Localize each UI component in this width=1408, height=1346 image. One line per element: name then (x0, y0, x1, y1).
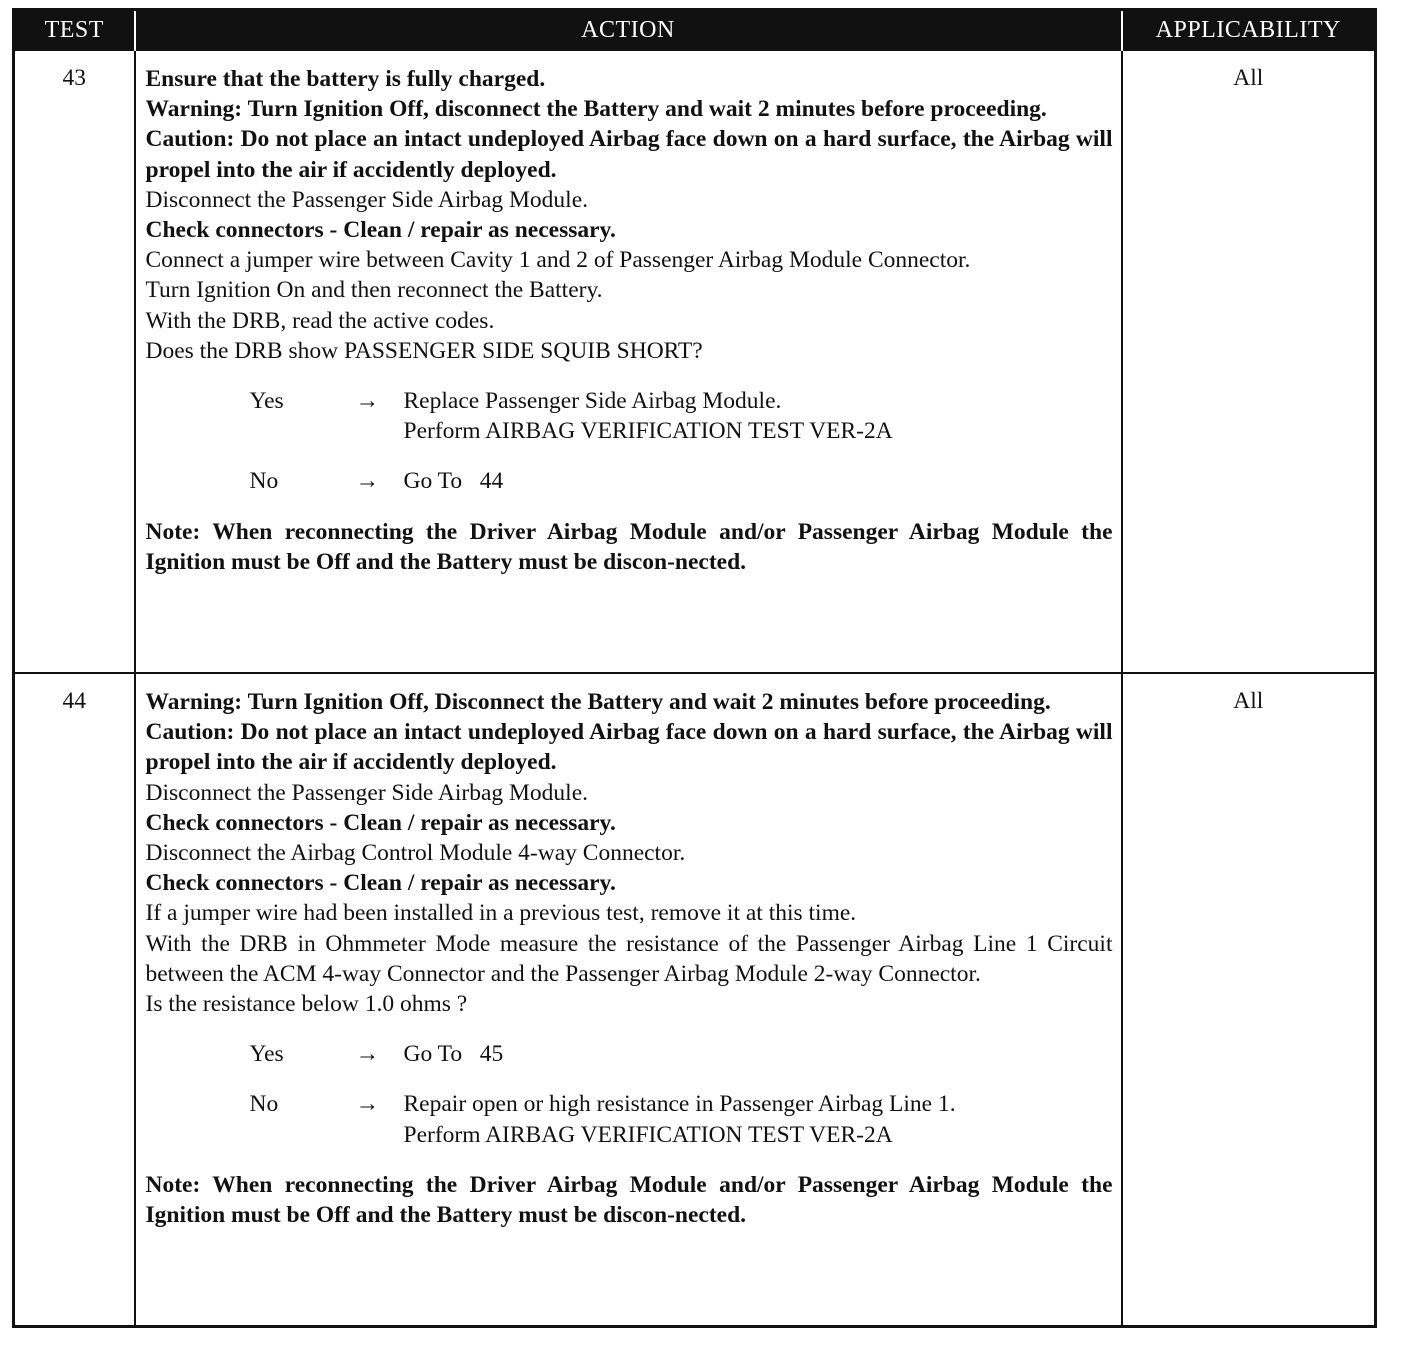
note-text: Note: When reconnecting the Driver Airbag Module and/or Passenger Airbag Module the Ignition must be Off and the Battery must be discon-nected. (145, 518, 1113, 575)
action-line: Check connectors - Clean / repair as necessary. (145, 870, 616, 897)
action-line: Turn Ignition On and then reconnect the Battery. (145, 277, 603, 304)
test-number: 43 (14, 50, 135, 673)
yes-label: Yes (249, 388, 284, 415)
no-label: No (249, 1091, 279, 1118)
yes-label: Yes (249, 1041, 284, 1068)
no-branch (250, 1089, 1113, 1149)
action-line: Disconnect the Passenger Side Airbag Module. (145, 779, 588, 806)
header-test: TEST (14, 10, 135, 51)
arrow-icon: → (355, 468, 379, 495)
action-line: Check connectors - Clean / repair as necessary. (145, 809, 616, 836)
action-line: Warning: Turn Ignition Off, disconnect the Battery and wait 2 minutes before proceeding. (145, 96, 1047, 123)
action-line: Check connectors - Clean / repair as necessary. (145, 217, 616, 244)
applicability: All (1122, 50, 1376, 673)
action-line: Warning: Turn Ignition Off, Disconnect the Battery and wait 2 minutes before proceeding. (145, 689, 1051, 715)
action-line: If a jumper wire had been installed in a previous test, remove it at this time. (145, 900, 857, 927)
diagnostic-table (12, 8, 1377, 1328)
table-header-row (14, 10, 1376, 51)
yes-result-line: Replace Passenger Side Airbag Module. (403, 388, 782, 415)
action-line: Connect a jumper wire between Cavity 1 and 2 of Passenger Airbag Module Connector. (145, 247, 971, 274)
no-branch (250, 466, 1113, 496)
test-row-43 (14, 50, 1376, 673)
action-line: With the DRB, read the active codes. (145, 307, 495, 334)
yes-branch (250, 386, 1113, 446)
yes-result-line: Go To 45 (403, 1041, 504, 1068)
header-applicability: APPLICABILITY (1122, 10, 1376, 51)
arrow-icon: → (355, 1091, 379, 1118)
action-line: With the DRB in Ohmmeter Mode measure the resistance of the Passenger Airbag Line 1 Circuit between the ACM 4-way Connector and the Passenger Airbag Module 2-way Connector. (145, 930, 1113, 987)
note-text: Note: When reconnecting the Driver Airbag Module and/or Passenger Airbag Module the Ignition must be Off and the Battery must be discon-nected. (145, 1171, 1113, 1229)
arrow-icon: → (355, 388, 379, 415)
yes-result-line: Perform AIRBAG VERIFICATION TEST VER-2A (403, 418, 893, 445)
action-line: Does the DRB show PASSENGER SIDE SQUIB SHORT? (145, 337, 703, 364)
no-result-line: Go To 44 (403, 468, 504, 495)
no-label: No (249, 468, 279, 495)
diagnostic-page (12, 8, 1374, 1328)
no-result-line: Repair open or high resistance in Passenger Airbag Line 1. (403, 1091, 956, 1118)
action-line: Ensure that the battery is fully charged. (145, 66, 546, 92)
yes-branch (250, 1039, 1113, 1069)
arrow-icon: → (355, 1041, 379, 1068)
action-line: Is the resistance below 1.0 ohms ? (145, 991, 468, 1018)
no-result-line: Perform AIRBAG VERIFICATION TEST VER-2A (403, 1121, 893, 1148)
header-action: ACTION (135, 10, 1122, 51)
test-row-44 (14, 673, 1376, 1326)
action-cell (135, 50, 1122, 673)
action-line: Caution: Do not place an intact undeployed Airbag face down on a hard surface, the Airbag will propel into the air if accidently deployed. (145, 719, 1113, 776)
action-line: Disconnect the Passenger Side Airbag Module. (145, 186, 588, 213)
action-line: Disconnect the Airbag Control Module 4-way Connector. (145, 840, 686, 867)
action-line: Caution: Do not place an intact undeployed Airbag face down on a hard surface, the Airbag will propel into the air if accidently deployed. (145, 126, 1113, 183)
action-cell (135, 673, 1122, 1326)
applicability: All (1122, 673, 1376, 1326)
test-number: 44 (14, 673, 135, 1326)
